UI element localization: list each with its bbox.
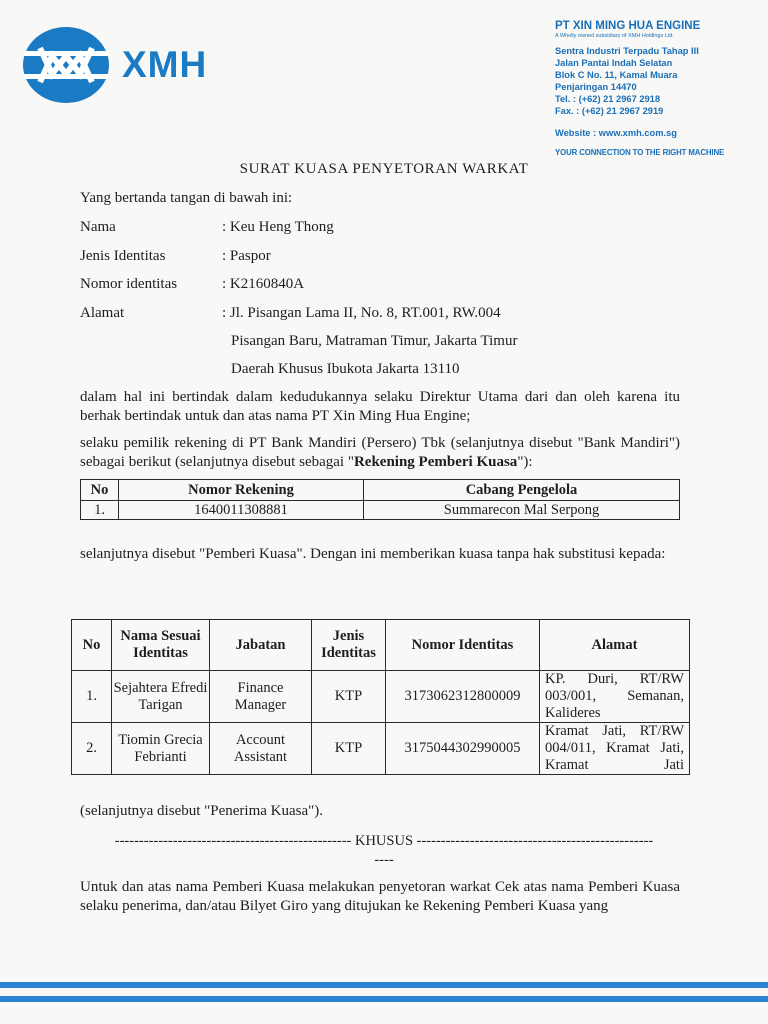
document-title: SURAT KUASA PENYETORAN WARKAT — [239, 161, 529, 177]
table-header: Jenis Identitas — [312, 620, 386, 671]
company-name: PT XIN MING HUA ENGINE — [555, 20, 701, 32]
intro-text: Yang bertanda tangan di bawah ini: — [80, 190, 293, 206]
field-value-nama: : Keu Heng Thong — [222, 219, 334, 235]
company-address — [555, 45, 724, 117]
table-header: Jabatan — [210, 620, 312, 671]
table-cell: Tiomin Grecia Febrianti — [112, 723, 210, 775]
company-website: Website : www.xmh.com.sg — [555, 128, 677, 138]
address-continuation: Daerah Khusus Ibukota Jakarta 13110 — [231, 361, 460, 377]
table-row — [72, 723, 690, 775]
paragraph-authority: Untuk dan atas nama Pemberi Kuasa melakukan penyetoran warkat Cek atas nama Pemberi Kuasa selaku penerima, dan/atau Bilyet Giro yang ditujukan ke Rekening Pemberi Kuasa yang — [80, 879, 680, 914]
table-header-row — [81, 480, 680, 501]
address-line: Penjaringan 14470 — [555, 82, 637, 92]
table-cell: Summarecon Mal Serpong — [364, 501, 680, 520]
table-header: Nomor Identitas — [386, 620, 540, 671]
table-row — [72, 671, 690, 723]
address-continuation: Pisangan Baru, Matraman Timur, Jakarta Timur — [231, 333, 518, 349]
company-logo-icon — [22, 26, 110, 109]
account-table — [80, 479, 680, 520]
address-line: Blok C No. 11, Kamal Muara — [555, 70, 678, 80]
table-header: Cabang Pengelola — [364, 480, 680, 501]
field-label-alamat: Alamat — [80, 305, 125, 321]
footer-stripe — [0, 982, 768, 988]
table-header: No — [81, 480, 119, 501]
fax-line: Fax. : (+62) 21 2967 2919 — [555, 106, 664, 116]
table-cell: KTP — [312, 671, 386, 723]
table-row — [81, 501, 680, 520]
table-header: Nama Sesuai Identitas — [112, 620, 210, 671]
table-header-row — [72, 620, 690, 671]
company-tagline: YOUR CONNECTION TO THE RIGHT MACHINE — [555, 148, 725, 157]
field-label-jenis-identitas: Jenis Identitas — [80, 248, 166, 264]
field-value-jenis-identitas: : Paspor — [222, 248, 271, 264]
address-line: Sentra Industri Terpadu Tahap III — [555, 46, 699, 56]
table-cell: Sejahtera Efredi Tarigan — [112, 671, 210, 723]
table-cell: 1640011308881 — [119, 501, 364, 520]
paragraph-grant: selanjutnya disebut "Pemberi Kuasa". Dengan ini memberikan kuasa tanpa hak substitusi kepada: — [80, 546, 666, 562]
subsidiary-note: A Wholly owned subsidiary of XMH Holdings Ltd. — [555, 33, 674, 39]
field-value-nomor-identitas: : K2160840A — [222, 276, 305, 292]
paragraph-bold-term: Rekening Pemberi Kuasa — [353, 454, 518, 470]
table-cell: 1. — [81, 501, 119, 520]
paragraph-account-owner — [80, 434, 680, 472]
table-cell: Account Assistant — [210, 723, 312, 775]
table-header: No — [72, 620, 112, 671]
address-line: Jalan Pantai Indah Selatan — [555, 58, 673, 68]
table-cell: 3175044302990005 — [386, 723, 540, 775]
table-header: Alamat — [540, 620, 690, 671]
paragraph-recipient: (selanjutnya disebut "Penerima Kuasa"). — [80, 803, 324, 819]
field-label-nama: Nama — [80, 219, 116, 235]
paragraph-text: "): — [517, 454, 533, 470]
logo-wordmark: XMH — [122, 44, 208, 85]
field-value-alamat: : Jl. Pisangan Lama II, No. 8, RT.001, RW.004 — [222, 305, 501, 321]
paragraph-text: selaku pemilik rekening di PT Bank Mandiri (Persero) Tbk (selanjutnya disebut "Bank Mandiri") sebagai berikut (selanjutnya disebut sebagai " — [80, 435, 680, 470]
paragraph-capacity: dalam hal ini bertindak dalam kedudukannya selaku Direktur Utama dari dan oleh karena itu berhak bertindak untuk dan atas nama PT Xin Ming Hua Engine; — [80, 389, 680, 424]
table-cell: 3173062312800009 — [386, 671, 540, 723]
table-cell: 1. — [72, 671, 112, 723]
divider-line: ------------------------------------------------- KHUSUS ------------------------------------------------- — [114, 833, 654, 849]
section-divider-khusus — [84, 832, 684, 870]
table-cell: Finance Manager — [210, 671, 312, 723]
table-header: Nomor Rekening — [119, 480, 364, 501]
table-cell: 2. — [72, 723, 112, 775]
company-info — [555, 20, 724, 157]
divider-line: ---- — [374, 852, 394, 868]
footer-stripe — [0, 996, 768, 1002]
table-cell: KTP — [312, 723, 386, 775]
phone-line: Tel. : (+62) 21 2967 2918 — [555, 94, 661, 104]
table-cell: Kramat Jati, RT/RW 004/011, Kramat Jati, Kramat Jati — [540, 723, 690, 775]
table-cell: KP. Duri, RT/RW 003/001, Semanan, Kalideres — [540, 671, 690, 723]
field-label-nomor-identitas: Nomor identitas — [80, 276, 178, 292]
representatives-table — [71, 619, 690, 775]
